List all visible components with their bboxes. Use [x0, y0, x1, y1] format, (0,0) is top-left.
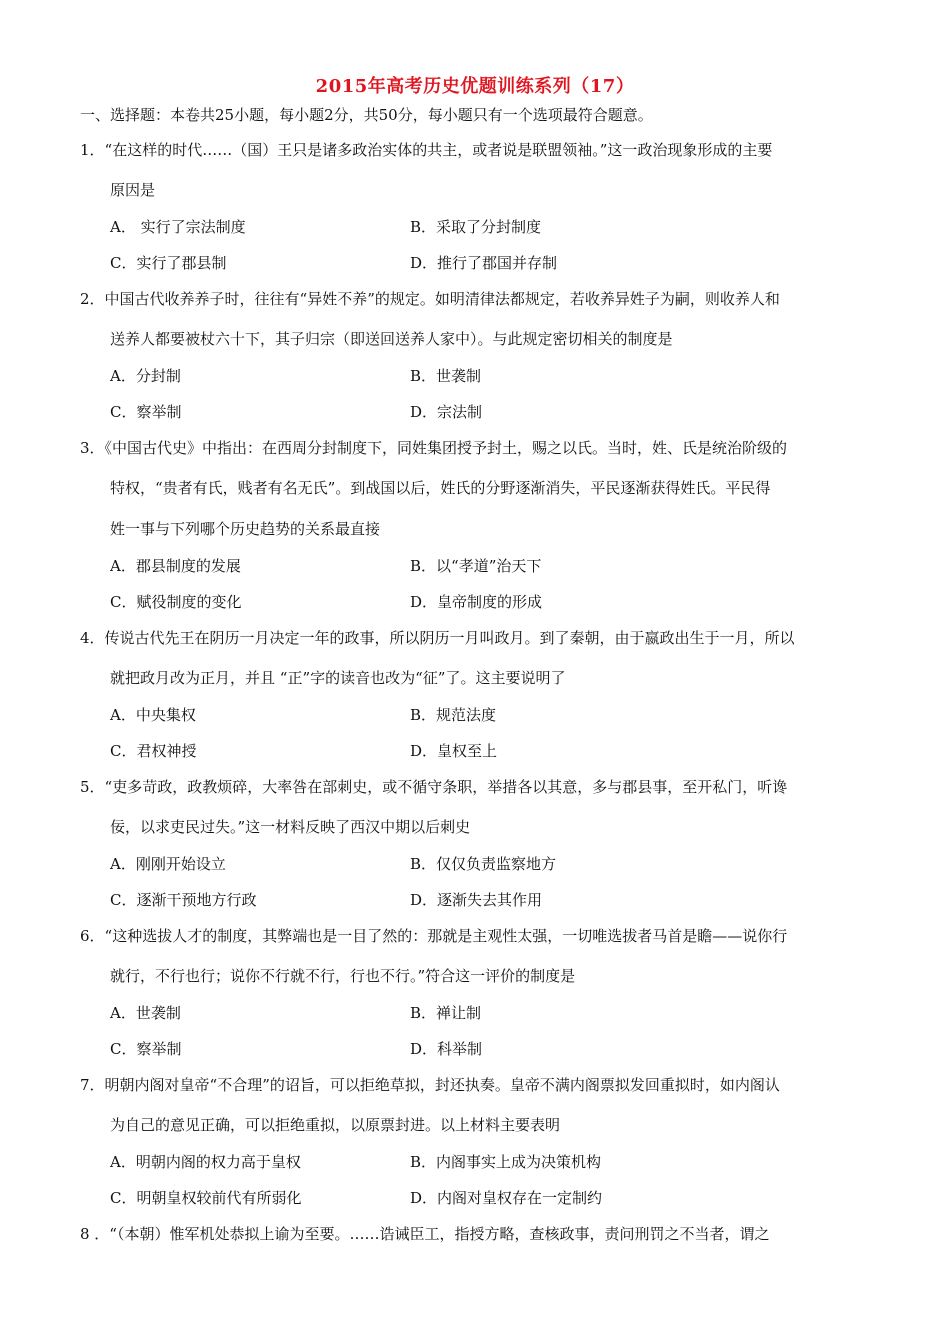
question-6-option-c: C．察举制: [110, 1040, 182, 1058]
question-7-option-c: C．明朝皇权较前代有所弱化: [110, 1189, 302, 1207]
question-1-option-d: D．推行了郡国并存制: [410, 254, 558, 272]
question-2-line-1: 2．中国古代收养养子时，往往有“异姓不养”的规定。如明清律法都规定，若收养异姓子为嗣，则收养人和: [80, 290, 780, 308]
question-7-option-d: D．内阁对皇权存在一定制约: [410, 1189, 603, 1207]
question-2-option-c: C．察举制: [110, 403, 182, 421]
question-5-line-2: 佞，以求吏民过失。”这一材料反映了西汉中期以后刺史: [110, 818, 471, 836]
question-4-line-2: 就把政月改为正月，并且 “正”字的读音也改为“征”了。这主要说明了: [110, 669, 566, 687]
question-3-line-1: 3．《中国古代史》中指出：在西周分封制度下，同姓集团授予封土，赐之以氏。当时，姓、氏是统治阶级的: [80, 439, 788, 457]
question-3-option-c: C．赋役制度的变化: [110, 593, 242, 611]
question-5-option-a: A．刚刚开始设立: [110, 855, 226, 873]
question-2-option-b: B．世袭制: [410, 367, 482, 385]
question-1-option-b: B．采取了分封制度: [410, 218, 542, 236]
question-1-option-a: A． 实行了宗法制度: [110, 218, 246, 236]
question-5-option-b: B．仅仅负责监察地方: [410, 855, 557, 873]
question-6-line-2: 就行，不行也行；说你不行就不行，行也不行。”符合这一评价的制度是: [110, 967, 576, 985]
question-1-line-1: 1．“在这样的时代……（国）王只是诸多政治实体的共主，或者说是联盟领袖。”这一政治现象形成的主要: [80, 141, 773, 159]
question-4-option-c: C．君权神授: [110, 742, 197, 760]
question-3-option-a: A．郡县制度的发展: [110, 557, 241, 575]
question-8-line-1: 8 ．“（本朝）惟军机处恭拟上谕为至要。……诰诫臣工，指授方略，查核政事，责问刑罚之不当者，谓之: [80, 1225, 770, 1243]
question-4-line-1: 4．传说古代先王在阴历一月决定一年的政事，所以阴历一月叫政月。到了秦朝，由于嬴政出生于一月，所以: [80, 629, 795, 647]
question-5-line-1: 5．“吏多苛政，政教烦碎，大率咎在部刺史，或不循守条职，举措各以其意，多与郡县事，至开私门，听谗: [80, 778, 788, 796]
document-title: 2015年高考历史优题训练系列（17）: [315, 76, 635, 97]
question-7-line-1: 7．明朝内阁对皇帝“不合理”的诏旨，可以拒绝草拟，封还执奏。皇帝不满内阁票拟发回重拟时，如内阁认: [80, 1076, 780, 1094]
question-3-option-b: B．以“孝道”治天下: [410, 557, 542, 575]
question-2-line-2: 送养人都要被杖六十下，其子归宗（即送回送养人家中）。与此规定密切相关的制度是: [110, 330, 673, 348]
question-5-option-d: D．逐渐失去其作用: [410, 891, 543, 909]
question-4-option-b: B．规范法度: [410, 706, 497, 724]
question-5-option-c: C．逐渐干预地方行政: [110, 891, 257, 909]
question-1-option-c: C．实行了郡县制: [110, 254, 227, 272]
question-4-option-d: D．皇权至上: [410, 742, 498, 760]
question-3-line-3: 姓一事与下列哪个历史趋势的关系最直接: [110, 520, 381, 538]
question-1-line-2: 原因是: [110, 181, 156, 199]
question-6-option-a: A．世袭制: [110, 1004, 181, 1022]
question-3-line-2: 特权，“贵者有氏，贱者有名无氏”。到战国以后，姓氏的分野逐渐消失，平民逐渐获得姓氏。平民得: [110, 479, 771, 497]
section-header: 一、选择题：本卷共25小题，每小题2分，共50分，每小题只有一个选项最符合题意。: [80, 106, 653, 124]
question-6-line-1: 6．“这种选拔人才的制度，其弊端也是一目了然的：那就是主观性太强，一切唯选拔者马首是瞻——说你行: [80, 927, 788, 945]
question-7-line-2: 为自己的意见正确，可以拒绝重拟，以原票封进。以上材料主要表明: [110, 1116, 561, 1134]
question-6-option-d: D．科举制: [410, 1040, 483, 1058]
question-4-option-a: A．中央集权: [110, 706, 196, 724]
question-3-option-d: D．皇帝制度的形成: [410, 593, 543, 611]
question-2-option-d: D．宗法制: [410, 403, 483, 421]
question-2-option-a: A．分封制: [110, 367, 181, 385]
question-7-option-a: A．明朝内阁的权力高于皇权: [110, 1153, 301, 1171]
question-7-option-b: B．内阁事实上成为决策机构: [410, 1153, 602, 1171]
question-6-option-b: B．禅让制: [410, 1004, 482, 1022]
